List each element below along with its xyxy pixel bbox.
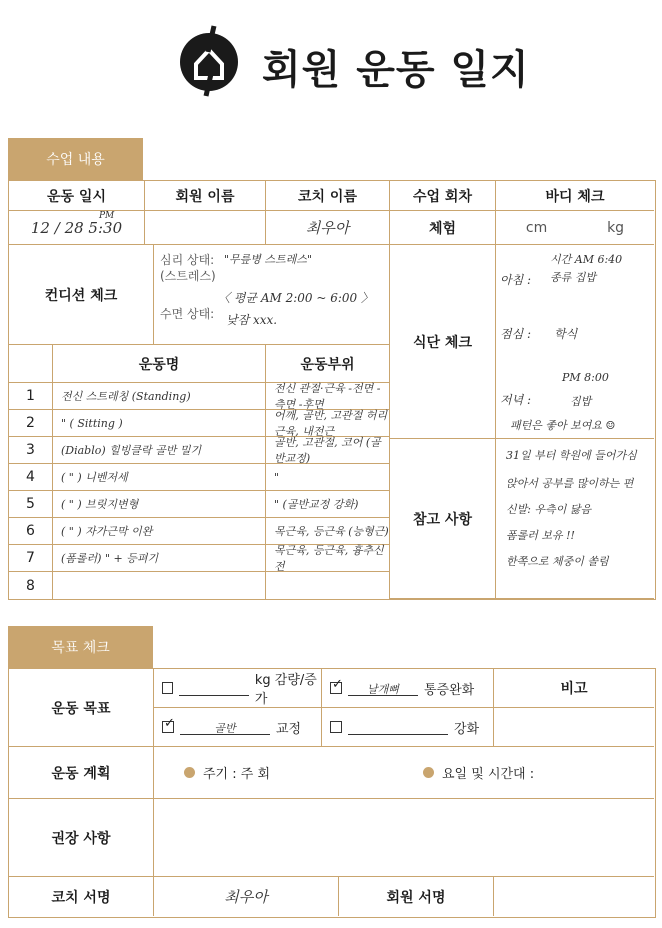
exercise-row-part: "	[266, 464, 390, 491]
exercise-row-name: ( " ) 자가근막 이완	[53, 518, 266, 545]
note-item: 폼롤러 보유 !!	[506, 529, 575, 542]
exercise-row-number: 6	[9, 518, 53, 545]
body-check-value: cm kg	[496, 211, 654, 245]
checkbox-icon	[330, 721, 342, 733]
session-value: 체험	[390, 211, 496, 245]
note-item: 앉아서 공부를 많이하는 편	[506, 477, 634, 490]
coach-sign-label: 코치 서명	[9, 877, 154, 916]
header-session: 수업 회차	[390, 181, 496, 211]
exercise-name-header: 운동명	[53, 345, 266, 383]
class-table	[8, 180, 656, 600]
note-label: 참고 사항	[390, 439, 496, 599]
page-title: 회원 운동 일지	[262, 47, 530, 93]
date-value: 12 / 28 5:30 PM	[9, 211, 145, 245]
exercise-row-part: 전신 관절·근육 -전면 -측면 -후면	[266, 383, 390, 410]
condition-label: 컨디션 체크	[9, 245, 154, 345]
exercise-row-name: ( " ) 브릿지변형	[53, 491, 266, 518]
note-item: 한쪽으로 체중이 쏠림	[506, 555, 609, 568]
exercise-row-part: 목근육, 등근육 (능형근)	[266, 518, 390, 545]
exercise-row-part	[266, 572, 390, 599]
exercise-row-part: 목근육, 등근육, 흉추신전	[266, 545, 390, 572]
goal-pain-relief[interactable]: ✓ 날개뼈 통증완화	[322, 669, 494, 708]
exercise-row-number: 2	[9, 410, 53, 437]
note-item: 신발: 우측이 닳음	[506, 503, 592, 516]
goal-label: 운동 목표	[9, 669, 154, 747]
exercise-row-part: 어깨, 골반, 고관절 허리근육, 내전근	[266, 410, 390, 437]
exercise-row-name: (Diablo) 힐빙클락 골반 밀기	[53, 437, 266, 464]
plan-details: 주기 : 주 회 요일 및 시간대 :	[154, 747, 654, 799]
exercise-part-header: 운동부위	[266, 345, 390, 383]
exercise-row-number: 4	[9, 464, 53, 491]
recommend-label: 권장 사항	[9, 799, 154, 877]
exercise-row-name: (폼롤러) " + 등펴기	[53, 545, 266, 572]
exercise-row-name	[53, 572, 266, 599]
plan-label: 운동 계획	[9, 747, 154, 799]
diet-label: 식단 체크	[390, 245, 496, 439]
notes	[496, 439, 654, 599]
logo-icon	[178, 22, 240, 98]
bullet-icon	[184, 767, 195, 778]
exercise-no-header	[9, 345, 53, 383]
exercise-row-part: 골반, 고관절, 코어 (골반교정)	[266, 437, 390, 464]
member-name-value	[145, 211, 266, 245]
exercise-row-name: 전신 스트레칭 (Standing)	[53, 383, 266, 410]
header-date: 운동 일시	[9, 181, 145, 211]
exercise-row-number: 5	[9, 491, 53, 518]
checkbox-icon	[162, 682, 173, 694]
checkbox-checked-icon: ✓	[332, 677, 343, 692]
diet-details: 아침 : 시간 AM 6:40 종류 집밥 점심 : 학식 저녁 : PM 8:00 집밥 패턴은 좋아 보여요 ☺	[496, 245, 654, 439]
exercise-row-name: ( " ) 니벤저세	[53, 464, 266, 491]
note-item: 31일 부터 학원에 들어가심	[506, 449, 637, 462]
bullet-icon	[423, 767, 434, 778]
exercise-row-number: 7	[9, 545, 53, 572]
exercise-row-name: " ( Sitting )	[53, 410, 266, 437]
exercise-row-number: 3	[9, 437, 53, 464]
exercise-row-part: " (골반교정 강화)	[266, 491, 390, 518]
member-sign-value	[494, 877, 654, 916]
remark-label: 비고	[494, 669, 654, 708]
goal-weight[interactable]: kg 감량/증가	[154, 669, 322, 708]
member-sign-label: 회원 서명	[339, 877, 494, 916]
exercise-row-number: 8	[9, 572, 53, 599]
section-tab-goal: 목표 체크	[8, 626, 153, 668]
remark-value	[494, 708, 654, 747]
exercise-row-number: 1	[9, 383, 53, 410]
header-member: 회원 이름	[145, 181, 266, 211]
goal-table	[8, 668, 656, 918]
coach-sign-value: 최우아	[154, 877, 339, 916]
coach-name-value: 최우아	[266, 211, 390, 245]
goal-correction[interactable]: ✓ 골반 교정	[154, 708, 322, 747]
checkbox-checked-icon: ✓	[164, 716, 175, 731]
recommend-value	[154, 799, 654, 877]
header-body: 바디 체크	[496, 181, 654, 211]
condition-details: 심리 상태: "무릎병 스트레스" (스트레스) 수면 상태: 〈 평균 AM 2:00 ~ 6:00 〉 낮잠 xxx.	[154, 245, 390, 345]
section-tab-class: 수업 내용	[8, 138, 143, 180]
goal-strength[interactable]: 강화	[322, 708, 494, 747]
header-coach: 코치 이름	[266, 181, 390, 211]
